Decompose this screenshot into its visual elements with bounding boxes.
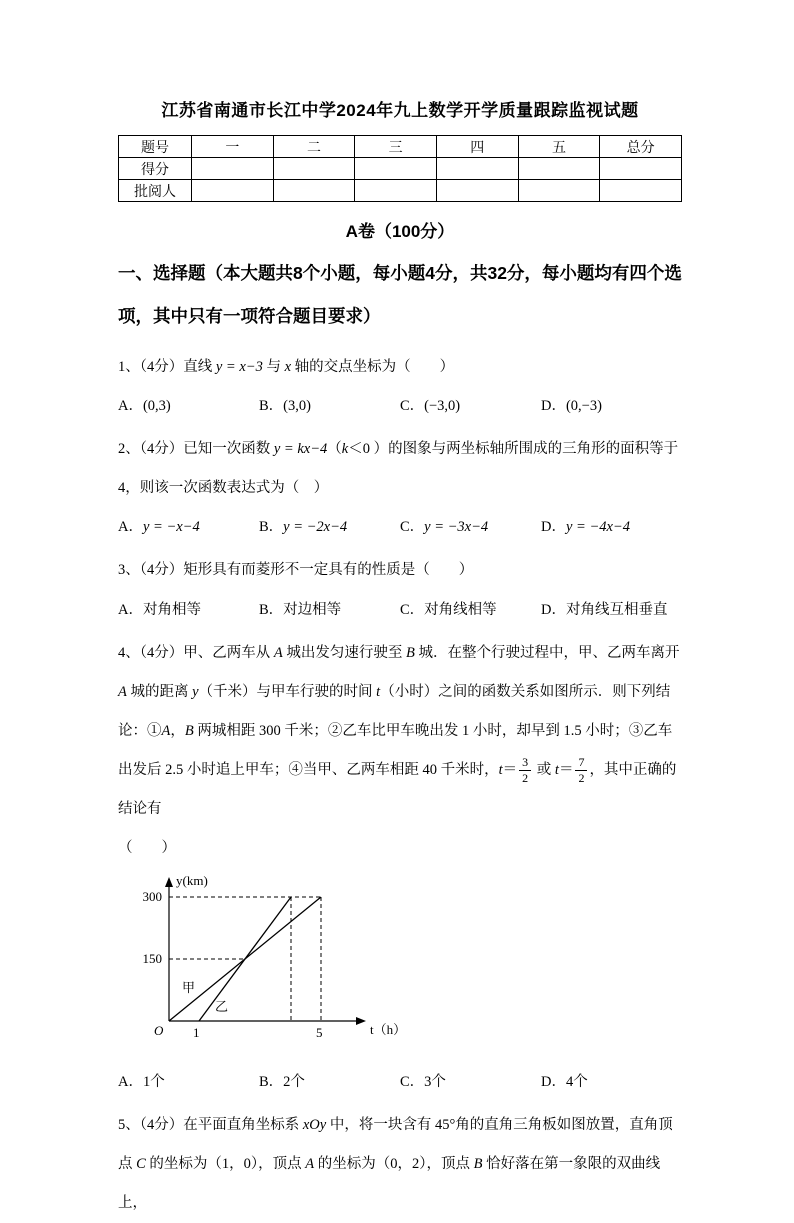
score-table-header-cell: 题号 — [119, 136, 192, 158]
question-1-stem: 1、（4分）直线 y = x−3 与 x 轴的交点坐标为（ ） — [118, 358, 455, 375]
score-table-header-cell: 总分 — [600, 136, 682, 158]
option: C．(−3,0) — [400, 397, 461, 414]
score-cell — [355, 158, 437, 180]
score-row-label: 得分 — [119, 158, 192, 180]
x-tick-5: 5 — [316, 1024, 323, 1040]
x-axis-label: t（h） — [370, 1021, 407, 1037]
score-table-header-cell: 四 — [436, 136, 518, 158]
q4-figure — [124, 873, 434, 1055]
y-tick-300: 300 — [142, 888, 162, 904]
score-table — [118, 135, 682, 202]
score-cell — [355, 180, 437, 202]
score-row — [119, 158, 682, 180]
option: A．y = −x−4 — [118, 519, 200, 536]
question-1-options — [118, 387, 682, 426]
section-1-heading: 一、选择题（本大题共8个小题，每小题4分，共32分，每小题均有四个选项，其中只有一项符合题目要求） — [118, 263, 682, 326]
option: D．对角线互相垂直 — [541, 601, 668, 618]
y-axis-arrow-icon — [165, 877, 173, 887]
score-table-header-cell: 二 — [273, 136, 355, 158]
yi-line-label: 乙 — [215, 998, 229, 1014]
fraction: $\frac{3}{2}$ — [519, 755, 531, 787]
score-cell — [273, 158, 355, 180]
x-tick-1: 1 — [193, 1024, 200, 1040]
question-3-stem: 3、（4分）矩形具有而菱形不一定具有的性质是（ ） — [118, 562, 474, 579]
question-2-stem: 2、（4分）已知一次函数 y = kx−4（k＜0 ）的图象与两坐标轴所围成的三角形的面积等于4，则该一次函数表达式为（ ） — [118, 441, 679, 497]
score-table-header-row — [119, 136, 682, 158]
score-table-header-cell: 五 — [518, 136, 600, 158]
paper-a-label: A卷（100分） — [345, 222, 455, 241]
reviewer-row-label: 批阅人 — [119, 180, 192, 202]
option: C．对角线相等 — [400, 601, 497, 618]
score-cell — [436, 180, 518, 202]
score-table-header-cell: 一 — [192, 136, 274, 158]
question-3-options — [118, 591, 682, 630]
option: C．3个 — [400, 1073, 446, 1090]
question-4-stem: 4、（4分）甲、乙两车从 A 城出发匀速行驶至 B 城．在整个行驶过程中，甲、乙两车离开 A 城的距离 y（千米）与甲车行驶的时间 t（小时）之间的函数关系如图所示．则下列结论：①A，B 两城相距 300 千米；②乙车比甲车晚出发 1 小时，却早到 1.5 小时；③乙车出发后 2.5 小时追上甲车；④当甲、乙两车相距 40 千米时，t＝ $\frac{3}{2}$ 或 t＝ $\frac{7}{2}$ ，其中正确的结论有 （ ） — [118, 644, 680, 857]
option: C．y = −3x−4 — [400, 519, 489, 536]
option: D．y = −4x−4 — [541, 519, 630, 536]
option: A．(0,3) — [118, 397, 171, 414]
jia-line-label: 甲 — [182, 979, 196, 995]
score-cell — [192, 158, 274, 180]
option: A．1个 — [118, 1073, 165, 1090]
option: B．(3,0) — [259, 397, 311, 414]
score-cell — [600, 180, 682, 202]
score-cell — [273, 180, 355, 202]
option: D．(0,−3) — [541, 397, 602, 414]
score-cell — [518, 180, 600, 202]
x-axis-arrow-icon — [356, 1017, 366, 1025]
y-tick-150: 150 — [142, 950, 162, 966]
option: A．对角相等 — [118, 601, 201, 618]
question-5-stem: 5、（4分）在平面直角坐标系 xOy 中，将一块含有 45°角的直角三角板如图放置，直角顶点 C 的坐标为（1，0），顶点 A 的坐标为（0，2），顶点 B 恰好落在第一象限的双曲线上， — [118, 1116, 673, 1211]
option: D．4个 — [541, 1073, 588, 1090]
y-axis-label: y(km) — [176, 872, 208, 888]
score-cell — [436, 158, 518, 180]
fraction: $\frac{7}{2}$ — [575, 755, 587, 787]
origin-label: O — [154, 1022, 164, 1038]
score-cell — [600, 158, 682, 180]
option: B．y = −2x−4 — [259, 519, 348, 536]
question-2-options — [118, 508, 682, 547]
reviewer-row — [119, 180, 682, 202]
option: B．对边相等 — [259, 601, 342, 618]
question-4-options — [118, 1063, 682, 1102]
option: B．2个 — [259, 1073, 305, 1090]
score-table-header-cell: 三 — [355, 136, 437, 158]
score-cell — [518, 158, 600, 180]
score-cell — [192, 180, 274, 202]
paper-title: 江苏省南通市长江中学2024年九上数学开学质量跟踪监视试题 — [161, 101, 639, 120]
